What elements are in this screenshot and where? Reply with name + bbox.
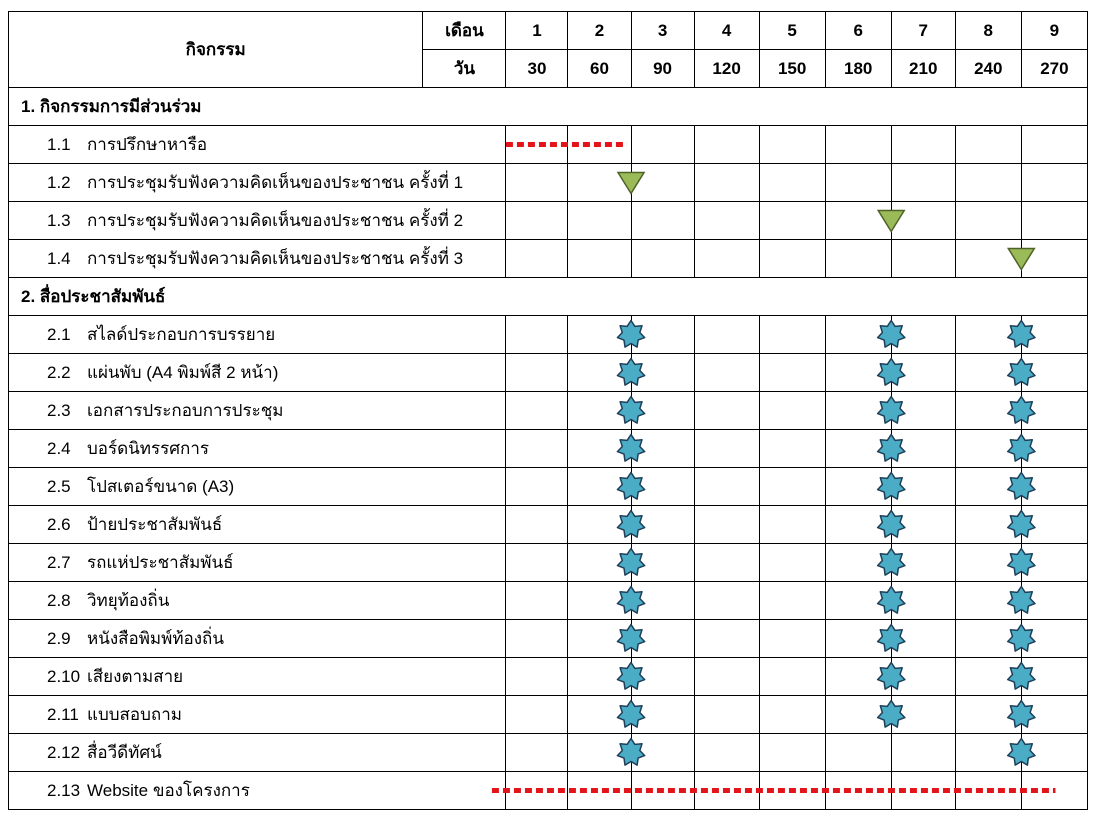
month-cell: [825, 506, 891, 544]
month-cell: [631, 544, 694, 582]
activity-label-cell: [9, 202, 506, 240]
month-cell: [506, 506, 568, 544]
activity-number: 2.5: [47, 477, 71, 496]
month-cell: [825, 696, 891, 734]
activity-row: [9, 468, 1088, 506]
activity-row: [9, 772, 1088, 810]
month-cell: [825, 126, 891, 164]
activity-name: เอกสารประกอบการประชุม: [87, 401, 284, 420]
month-cell: [631, 620, 694, 658]
month-cell: [891, 468, 955, 506]
schedule-body: [9, 88, 1088, 810]
activity-name: วิทยุท้องถิ่น: [87, 591, 170, 610]
month-cell: [955, 468, 1021, 506]
activity-row: [9, 354, 1088, 392]
month-cell: [694, 126, 759, 164]
month-cell: [955, 734, 1021, 772]
month-header: 4: [694, 12, 759, 50]
month-label: เดือน: [423, 12, 506, 50]
month-header: 5: [759, 12, 825, 50]
activity-number: 2.10: [47, 667, 81, 686]
month-cell: [1021, 544, 1087, 582]
activity-name: การประชุมรับฟังความคิดเห็นของประชาชน ครั้งที่ 2: [87, 211, 464, 230]
activity-number: 2.7: [47, 553, 71, 572]
month-cell: [506, 240, 568, 278]
activity-label-cell: [9, 658, 506, 696]
month-cell: [631, 772, 694, 810]
month-cell: [568, 734, 631, 772]
activity-label-cell: [9, 620, 506, 658]
month-cell: [506, 354, 568, 392]
month-cell: [825, 582, 891, 620]
month-cell: [568, 658, 631, 696]
month-cell: [955, 582, 1021, 620]
activity-label-cell: [9, 126, 506, 164]
month-cell: [1021, 582, 1087, 620]
activity-number: 2.12: [47, 743, 81, 762]
month-cell: [506, 734, 568, 772]
month-cell: [955, 354, 1021, 392]
activity-number: 1.1: [47, 135, 71, 154]
day-header: 60: [568, 50, 631, 88]
month-cell: [891, 202, 955, 240]
month-cell: [825, 430, 891, 468]
month-header: 7: [891, 12, 955, 50]
activity-row: [9, 506, 1088, 544]
activity-name: การประชุมรับฟังความคิดเห็นของประชาชน ครั้งที่ 1: [87, 173, 464, 192]
month-cell: [955, 658, 1021, 696]
month-cell: [955, 392, 1021, 430]
month-cell: [1021, 506, 1087, 544]
activity-label-cell: [9, 316, 506, 354]
activity-label-cell: [9, 582, 506, 620]
month-cell: [506, 468, 568, 506]
month-cell: [568, 582, 631, 620]
month-cell: [891, 658, 955, 696]
activity-number: 2.9: [47, 629, 71, 648]
month-cell: [955, 126, 1021, 164]
month-header: 3: [631, 12, 694, 50]
activity-name: ป้ายประชาสัมพันธ์: [87, 515, 223, 534]
activity-name: การปรึกษาหารือ: [87, 135, 208, 154]
section-row: [9, 278, 1088, 316]
month-cell: [506, 316, 568, 354]
activity-row: [9, 164, 1088, 202]
activity-number: 2.2: [47, 363, 71, 382]
header-row-months: [9, 12, 1088, 50]
month-cell: [694, 696, 759, 734]
month-cell: [955, 240, 1021, 278]
month-cell: [759, 620, 825, 658]
month-cell: [891, 164, 955, 202]
month-cell: [891, 392, 955, 430]
section-title: 2. สื่อประชาสัมพันธ์: [9, 278, 1088, 316]
activity-name: หนังสือพิมพ์ท้องถิ่น: [87, 629, 224, 648]
month-cell: [568, 164, 631, 202]
month-cell: [694, 240, 759, 278]
activity-row: [9, 240, 1088, 278]
month-cell: [955, 544, 1021, 582]
month-cell: [506, 544, 568, 582]
month-cell: [631, 658, 694, 696]
month-cell: [825, 354, 891, 392]
month-cell: [825, 468, 891, 506]
activity-name: บอร์ดนิทรรศการ: [87, 439, 210, 458]
activity-row: [9, 126, 1088, 164]
month-cell: [891, 354, 955, 392]
month-cell: [568, 544, 631, 582]
month-cell: [955, 772, 1021, 810]
month-cell: [568, 202, 631, 240]
month-cell: [694, 164, 759, 202]
month-cell: [694, 316, 759, 354]
activity-number: 2.8: [47, 591, 71, 610]
month-cell: [1021, 620, 1087, 658]
month-cell: [955, 620, 1021, 658]
activity-number: 2.6: [47, 515, 71, 534]
activity-row: [9, 544, 1088, 582]
month-cell: [568, 240, 631, 278]
month-cell: [1021, 772, 1087, 810]
activity-row: [9, 316, 1088, 354]
activity-label-cell: [9, 544, 506, 582]
activity-label-cell: [9, 772, 506, 810]
month-cell: [506, 392, 568, 430]
month-cell: [955, 316, 1021, 354]
month-cell: [568, 772, 631, 810]
activity-name: การประชุมรับฟังความคิดเห็นของประชาชน ครั้งที่ 3: [87, 249, 464, 268]
month-cell: [759, 202, 825, 240]
activity-name: Website ของโครงการ: [87, 781, 250, 800]
month-cell: [825, 734, 891, 772]
month-cell: [955, 696, 1021, 734]
month-cell: [694, 468, 759, 506]
day-label: วัน: [423, 50, 506, 88]
activity-label-cell: [9, 734, 506, 772]
activity-row: [9, 620, 1088, 658]
month-cell: [694, 620, 759, 658]
month-cell: [631, 164, 694, 202]
month-cell: [568, 620, 631, 658]
activity-row: [9, 430, 1088, 468]
activity-label-cell: [9, 164, 506, 202]
activity-number: 2.1: [47, 325, 71, 344]
month-cell: [1021, 468, 1087, 506]
month-cell: [694, 392, 759, 430]
day-header: 210: [891, 50, 955, 88]
month-cell: [759, 240, 825, 278]
day-header: 120: [694, 50, 759, 88]
month-cell: [631, 126, 694, 164]
activity-name: สไลด์ประกอบการบรรยาย: [87, 325, 276, 344]
month-cell: [891, 734, 955, 772]
month-cell: [506, 658, 568, 696]
section-title: 1. กิจกรรมการมีส่วนร่วม: [9, 88, 1088, 126]
month-cell: [631, 468, 694, 506]
activity-name: เสียงตามสาย: [87, 667, 184, 686]
activity-label-cell: [9, 392, 506, 430]
month-cell: [694, 544, 759, 582]
month-cell: [759, 164, 825, 202]
month-cell: [694, 202, 759, 240]
month-cell: [506, 620, 568, 658]
month-cell: [631, 392, 694, 430]
activity-number: 2.11: [47, 705, 79, 724]
month-cell: [1021, 240, 1087, 278]
month-cell: [694, 354, 759, 392]
section-row: [9, 88, 1088, 126]
activity-row: [9, 696, 1088, 734]
day-header: 30: [506, 50, 568, 88]
month-cell: [825, 620, 891, 658]
activity-label-cell: [9, 354, 506, 392]
month-cell: [1021, 316, 1087, 354]
activity-label-cell: [9, 240, 506, 278]
month-cell: [891, 316, 955, 354]
month-cell: [891, 582, 955, 620]
month-cell: [759, 392, 825, 430]
activity-number: 1.3: [47, 211, 71, 230]
month-cell: [825, 544, 891, 582]
month-cell: [631, 202, 694, 240]
activity-row: [9, 202, 1088, 240]
month-cell: [955, 202, 1021, 240]
month-cell: [825, 316, 891, 354]
month-cell: [759, 506, 825, 544]
activity-number: 1.2: [47, 173, 71, 192]
month-header: 9: [1021, 12, 1087, 50]
month-cell: [1021, 696, 1087, 734]
month-cell: [694, 658, 759, 696]
month-cell: [568, 316, 631, 354]
month-cell: [759, 126, 825, 164]
month-cell: [825, 772, 891, 810]
month-cell: [891, 506, 955, 544]
month-cell: [631, 734, 694, 772]
month-cell: [825, 202, 891, 240]
month-cell: [694, 582, 759, 620]
month-cell: [631, 506, 694, 544]
activity-schedule-table: [8, 11, 1088, 810]
month-cell: [568, 354, 631, 392]
month-cell: [694, 772, 759, 810]
activity-name: แบบสอบถาม: [87, 705, 182, 724]
month-cell: [631, 240, 694, 278]
month-cell: [955, 430, 1021, 468]
month-cell: [1021, 126, 1087, 164]
month-cell: [955, 164, 1021, 202]
month-cell: [631, 696, 694, 734]
month-cell: [759, 468, 825, 506]
month-cell: [825, 240, 891, 278]
month-cell: [759, 316, 825, 354]
month-cell: [759, 734, 825, 772]
month-cell: [1021, 202, 1087, 240]
month-cell: [891, 126, 955, 164]
activity-number: 1.4: [47, 249, 71, 268]
month-cell: [1021, 354, 1087, 392]
activity-label-cell: [9, 430, 506, 468]
month-cell: [568, 468, 631, 506]
month-cell: [891, 772, 955, 810]
month-cell: [568, 392, 631, 430]
month-cell: [506, 164, 568, 202]
month-cell: [1021, 658, 1087, 696]
month-cell: [568, 126, 631, 164]
month-cell: [759, 696, 825, 734]
month-cell: [759, 354, 825, 392]
month-cell: [1021, 734, 1087, 772]
month-cell: [891, 430, 955, 468]
month-cell: [694, 506, 759, 544]
month-cell: [759, 658, 825, 696]
activity-label-cell: [9, 506, 506, 544]
month-header: 6: [825, 12, 891, 50]
month-cell: [631, 354, 694, 392]
month-cell: [631, 582, 694, 620]
month-cell: [759, 772, 825, 810]
day-header: 240: [955, 50, 1021, 88]
month-cell: [825, 658, 891, 696]
month-cell: [506, 126, 568, 164]
month-cell: [568, 430, 631, 468]
activity-name: แผ่นพับ (A4 พิมพ์สี 2 หน้า): [87, 363, 279, 382]
month-cell: [694, 430, 759, 468]
month-cell: [506, 696, 568, 734]
month-cell: [694, 734, 759, 772]
month-cell: [631, 430, 694, 468]
day-header: 150: [759, 50, 825, 88]
month-cell: [825, 164, 891, 202]
day-header: 90: [631, 50, 694, 88]
month-cell: [506, 202, 568, 240]
month-cell: [1021, 164, 1087, 202]
activity-number: 2.4: [47, 439, 71, 458]
month-cell: [506, 772, 568, 810]
month-cell: [759, 544, 825, 582]
activity-label-cell: [9, 468, 506, 506]
activity-label-cell: [9, 696, 506, 734]
month-cell: [759, 430, 825, 468]
month-header: 8: [955, 12, 1021, 50]
month-header: 2: [568, 12, 631, 50]
activity-name: โปสเตอร์ขนาด (A3): [87, 477, 235, 496]
activity-row: [9, 734, 1088, 772]
month-cell: [759, 582, 825, 620]
month-cell: [568, 696, 631, 734]
month-cell: [955, 506, 1021, 544]
month-cell: [631, 316, 694, 354]
month-cell: [825, 392, 891, 430]
activity-number: 2.3: [47, 401, 71, 420]
activity-name: สื่อวีดีทัศน์: [87, 743, 162, 762]
activity-row: [9, 392, 1088, 430]
activity-row: [9, 582, 1088, 620]
month-cell: [506, 582, 568, 620]
month-cell: [1021, 392, 1087, 430]
month-cell: [568, 506, 631, 544]
activity-header: กิจกรรม: [9, 12, 423, 88]
month-cell: [891, 240, 955, 278]
month-cell: [1021, 430, 1087, 468]
month-cell: [506, 430, 568, 468]
month-cell: [891, 696, 955, 734]
day-header: 180: [825, 50, 891, 88]
month-header: 1: [506, 12, 568, 50]
activity-name: รถแห่ประชาสัมพันธ์: [87, 553, 234, 572]
day-header: 270: [1021, 50, 1087, 88]
activity-number: 2.13: [47, 781, 81, 800]
month-cell: [891, 620, 955, 658]
month-cell: [891, 544, 955, 582]
activity-row: [9, 658, 1088, 696]
